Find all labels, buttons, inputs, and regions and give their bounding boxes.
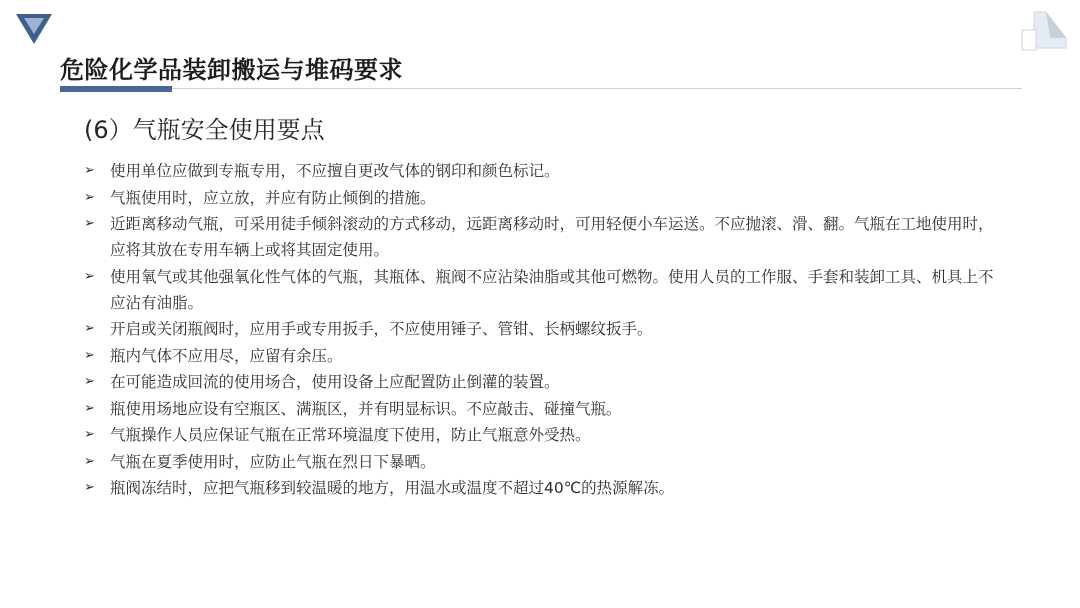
page-corner-icon xyxy=(1020,8,1068,52)
list-item xyxy=(82,264,1002,316)
bullet-arrow-icon: ➢ xyxy=(84,480,95,495)
list-item-text: 气瓶在夏季使用时，应防止气瓶在烈日下暴晒。 xyxy=(110,452,436,471)
list-item-text: 气瓶操作人员应保证气瓶在正常环境温度下使用，防止气瓶意外受热。 xyxy=(110,426,591,444)
bullet-arrow-icon: ➢ xyxy=(84,374,95,389)
bullet-arrow-icon: ➢ xyxy=(84,347,95,363)
list-item xyxy=(82,475,1002,501)
list-item xyxy=(82,369,1002,395)
list-item-text: 使用氧气或其他强氧化性气体的气瓶，其瓶体、瓶阀不应沾染油脂或其他可燃物。使用人员的工作服、手套和装卸工具、机具上不应沾有油脂。 xyxy=(110,267,994,312)
bullet-arrow-icon: ➢ xyxy=(84,189,95,205)
list-item-text: 近距离移动气瓶，可采用徒手倾斜滚动的方式移动，远距离移动时，可用轻便小车运送。不应抛滚、滑、翻。气瓶在工地使用时，应将其放在专用车辆上或将其固定使用。 xyxy=(110,215,994,259)
list-item-text: 气瓶使用时，应立放，并应有防止倾倒的措施。 xyxy=(110,188,436,207)
bullet-arrow-icon: ➢ xyxy=(84,163,95,178)
list-item-text: 瓶内气体不应用尽，应留有余压。 xyxy=(110,346,343,365)
triangle-logo-icon xyxy=(14,10,54,50)
title-divider xyxy=(172,88,1022,89)
list-item xyxy=(82,158,1002,184)
list-item-text: 瓶使用场地应设有空瓶区、满瓶区，并有明显标识。不应敲击、碰撞气瓶。 xyxy=(110,399,622,418)
bullet-list xyxy=(82,158,1002,502)
bullet-arrow-icon: ➢ xyxy=(84,453,95,469)
list-item xyxy=(82,396,1002,422)
bullet-arrow-icon: ➢ xyxy=(84,321,95,336)
bullet-arrow-icon: ➢ xyxy=(84,216,95,231)
section-heading: (6）气瓶安全使用要点 xyxy=(84,116,325,144)
list-item xyxy=(82,185,1002,211)
list-item xyxy=(82,343,1002,369)
list-item xyxy=(82,316,1002,342)
list-item-text: 使用单位应做到专瓶专用，不应擅自更改气体的钢印和颜色标记。 xyxy=(110,162,560,180)
list-item xyxy=(82,422,1002,448)
bullet-arrow-icon: ➢ xyxy=(84,400,95,416)
bullet-arrow-icon: ➢ xyxy=(84,427,95,442)
title-underline xyxy=(60,86,1022,92)
page-title: 危险化学品装卸搬运与堆码要求 xyxy=(60,56,403,84)
list-item-text: 开启或关闭瓶阀时，应用手或专用扳手，不应使用锤子、管钳、长柄螺纹扳手。 xyxy=(110,320,653,338)
list-item-text: 瓶阀冻结时，应把气瓶移到较温暖的地方，用温水或温度不超过40℃的热源解冻。 xyxy=(110,479,675,497)
list-item xyxy=(82,211,1002,263)
bullet-arrow-icon: ➢ xyxy=(84,268,95,284)
title-accent-bar xyxy=(60,86,172,92)
list-item-text: 在可能造成回流的使用场合，使用设备上应配置防止倒灌的装置。 xyxy=(110,373,560,391)
list-item xyxy=(82,449,1002,475)
